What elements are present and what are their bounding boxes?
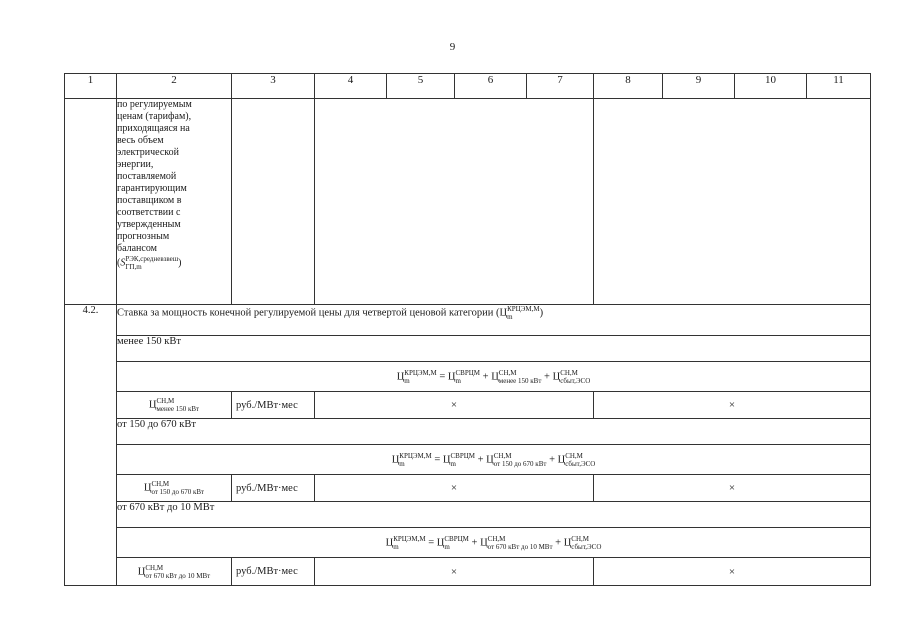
col-header: 7 xyxy=(527,74,594,99)
band-label-row xyxy=(65,419,871,445)
band-value-right: × xyxy=(594,558,871,586)
band-value-right: × xyxy=(594,475,871,502)
col-header: 9 xyxy=(663,74,735,99)
band-label: от 150 до 670 кВт xyxy=(117,419,871,445)
col-header: 10 xyxy=(735,74,807,99)
col-header: 4 xyxy=(315,74,387,99)
band-value-row xyxy=(65,392,871,419)
band-value-right: × xyxy=(594,392,871,419)
section-title-row xyxy=(65,305,871,336)
col-header: 1 xyxy=(65,74,117,99)
band-unit: руб./МВт·мес xyxy=(232,475,315,502)
col-header: 11 xyxy=(807,74,871,99)
band-label-row xyxy=(65,502,871,528)
continuation-cell-3 xyxy=(232,99,315,305)
band-value-row xyxy=(65,475,871,502)
band-formula: Ц КРЦЭМ,М m = Ц СВРЦМ m + Ц СН,М от 670 кВт до 10 МВт + Ц СН,М сбыт,ЭСО xyxy=(117,528,871,558)
col-header: 2 xyxy=(117,74,232,99)
col-header: 3 xyxy=(232,74,315,99)
col-header: 5 xyxy=(387,74,455,99)
band-unit: руб./МВт·мес xyxy=(232,558,315,586)
band-value-row xyxy=(65,558,871,586)
band-label-row xyxy=(65,336,871,362)
band-formula-row xyxy=(65,528,871,558)
section-number: 4.2. xyxy=(65,305,117,586)
band-value-left: × xyxy=(315,392,594,419)
band-value-left: × xyxy=(315,475,594,502)
col-header: 8 xyxy=(594,74,663,99)
band-formula-row xyxy=(65,362,871,392)
continuation-row xyxy=(65,99,871,305)
band-unit: руб./МВт·мес xyxy=(232,392,315,419)
continuation-num-cell xyxy=(65,99,117,305)
continuation-cell-8-11 xyxy=(594,99,871,305)
page-number: 9 xyxy=(449,41,456,53)
band-formula-row xyxy=(65,445,871,475)
col-header: 6 xyxy=(455,74,527,99)
band-value-left: × xyxy=(315,558,594,586)
section-title: Ставка за мощность конечной регулируемой цены для четвертой ценовой категории (Ц КРЦЭМ,М m ) xyxy=(117,305,871,336)
header-row xyxy=(65,74,871,99)
continuation-symbol: (S РЭК,средневзвеш ГП,m ) xyxy=(117,255,182,271)
tariff-table xyxy=(64,73,871,586)
band-label: менее 150 кВт xyxy=(117,336,871,362)
band-symbol: Ц СН,М от 670 кВт до 10 МВт xyxy=(117,558,232,586)
band-symbol: Ц СН,М менее 150 кВт xyxy=(117,392,232,419)
band-formula: Ц КРЦЭМ,М m = Ц СВРЦМ m + Ц СН,М менее 150 кВт + Ц СН,М сбыт,ЭСО xyxy=(117,362,871,392)
band-symbol: Ц СН,М от 150 до 670 кВт xyxy=(117,475,232,502)
continuation-text: по регулируемым ценам (тарифам), приходящаяся на весь объем электрической энергии, поставляемой гарантирующим поставщиком в соответствии с утвержденным прогнозным балансом (S РЭК,средневзвеш ГП,m ) xyxy=(117,99,232,305)
continuation-cell-4-7 xyxy=(315,99,594,305)
band-label: от 670 кВт до 10 МВт xyxy=(117,502,871,528)
band-formula: Ц КРЦЭМ,М m = Ц СВРЦМ m + Ц СН,М от 150 до 670 кВт + Ц СН,М сбыт,ЭСО xyxy=(117,445,871,475)
